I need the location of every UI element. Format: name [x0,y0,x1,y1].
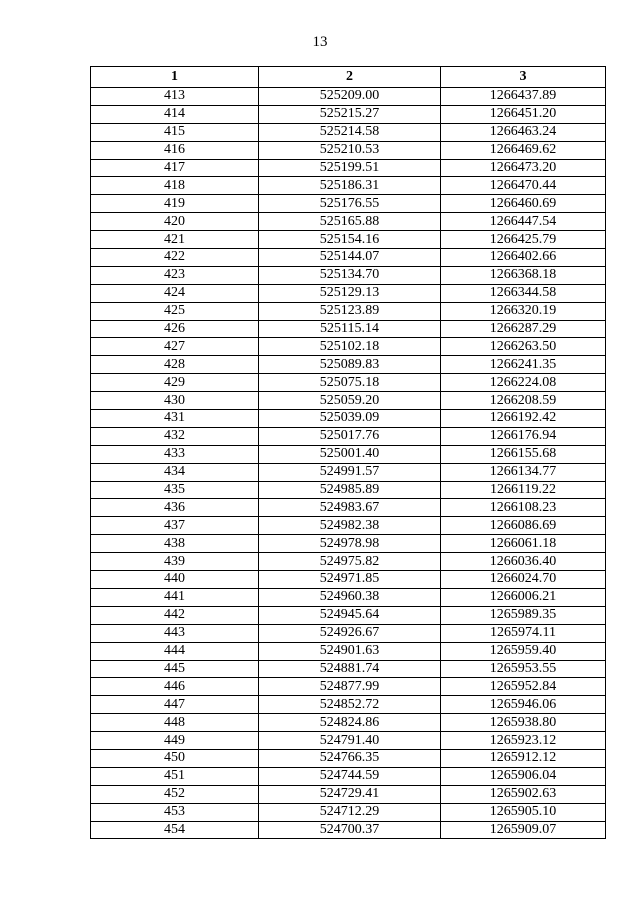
y-coordinate-cell: 1265905.10 [441,803,606,821]
point-number-cell: 444 [91,642,259,660]
x-coordinate-cell: 524971.85 [259,571,441,589]
point-number-cell: 416 [91,141,259,159]
y-coordinate-cell: 1266134.77 [441,463,606,481]
x-coordinate-cell: 525001.40 [259,445,441,463]
table-row [91,732,606,750]
y-coordinate-cell: 1265974.11 [441,624,606,642]
y-coordinate-cell: 1266224.08 [441,374,606,392]
x-coordinate-cell: 524881.74 [259,660,441,678]
table-row [91,374,606,392]
x-coordinate-cell: 525123.89 [259,302,441,320]
x-coordinate-cell: 525017.76 [259,427,441,445]
y-coordinate-cell: 1266344.58 [441,284,606,302]
point-number-cell: 430 [91,392,259,410]
x-coordinate-cell: 524978.98 [259,535,441,553]
point-number-cell: 443 [91,624,259,642]
y-coordinate-cell: 1266061.18 [441,535,606,553]
table-row [91,803,606,821]
point-number-cell: 454 [91,821,259,839]
x-coordinate-cell: 525115.14 [259,320,441,338]
y-coordinate-cell: 1266024.70 [441,571,606,589]
y-coordinate-cell: 1265909.07 [441,821,606,839]
point-number-cell: 450 [91,749,259,767]
x-coordinate-cell: 524791.40 [259,732,441,750]
table-row [91,535,606,553]
y-coordinate-cell: 1266463.24 [441,123,606,141]
x-coordinate-cell: 525102.18 [259,338,441,356]
y-coordinate-cell: 1265959.40 [441,642,606,660]
table-row [91,749,606,767]
x-coordinate-cell: 524852.72 [259,696,441,714]
y-coordinate-cell: 1265952.84 [441,678,606,696]
column-header-2: 2 [259,67,441,88]
y-coordinate-cell: 1266108.23 [441,499,606,517]
table-row [91,177,606,195]
table-row [91,606,606,624]
table-row [91,302,606,320]
table-row [91,571,606,589]
point-number-cell: 413 [91,88,259,106]
y-coordinate-cell: 1266368.18 [441,266,606,284]
point-number-cell: 445 [91,660,259,678]
y-coordinate-cell: 1266425.79 [441,231,606,249]
y-coordinate-cell: 1266473.20 [441,159,606,177]
y-coordinate-cell: 1265906.04 [441,767,606,785]
table-row [91,427,606,445]
table-row [91,660,606,678]
y-coordinate-cell: 1266155.68 [441,445,606,463]
x-coordinate-cell: 525210.53 [259,141,441,159]
point-number-cell: 448 [91,714,259,732]
y-coordinate-cell: 1266263.50 [441,338,606,356]
table-row [91,785,606,803]
page-number: 13 [312,34,328,50]
point-number-cell: 429 [91,374,259,392]
x-coordinate-cell: 525134.70 [259,266,441,284]
table-row [91,249,606,267]
y-coordinate-cell: 1265902.63 [441,785,606,803]
table-row [91,338,606,356]
x-coordinate-cell: 525089.83 [259,356,441,374]
point-number-cell: 449 [91,732,259,750]
x-coordinate-cell: 524700.37 [259,821,441,839]
x-coordinate-cell: 524926.67 [259,624,441,642]
x-coordinate-cell: 524824.86 [259,714,441,732]
x-coordinate-cell: 525165.88 [259,213,441,231]
y-coordinate-cell: 1266437.89 [441,88,606,106]
table-row [91,624,606,642]
y-coordinate-cell: 1266086.69 [441,517,606,535]
x-coordinate-cell: 524744.59 [259,767,441,785]
point-number-cell: 417 [91,159,259,177]
table-row [91,588,606,606]
point-number-cell: 414 [91,105,259,123]
table-row [91,392,606,410]
x-coordinate-cell: 524712.29 [259,803,441,821]
point-number-cell: 435 [91,481,259,499]
y-coordinate-cell: 1266447.54 [441,213,606,231]
point-number-cell: 446 [91,678,259,696]
x-coordinate-cell: 525144.07 [259,249,441,267]
y-coordinate-cell: 1266402.66 [441,249,606,267]
y-coordinate-cell: 1265938.80 [441,714,606,732]
point-number-cell: 418 [91,177,259,195]
point-number-cell: 434 [91,463,259,481]
column-header-3: 3 [441,67,606,88]
table-row [91,517,606,535]
table-row [91,284,606,302]
x-coordinate-cell: 525199.51 [259,159,441,177]
y-coordinate-cell: 1265946.06 [441,696,606,714]
x-coordinate-cell: 524991.57 [259,463,441,481]
point-number-cell: 421 [91,231,259,249]
y-coordinate-cell: 1265953.55 [441,660,606,678]
point-number-cell: 453 [91,803,259,821]
point-number-cell: 438 [91,535,259,553]
y-coordinate-cell: 1265989.35 [441,606,606,624]
table-row [91,553,606,571]
table-row [91,499,606,517]
x-coordinate-cell: 524960.38 [259,588,441,606]
table-row [91,123,606,141]
y-coordinate-cell: 1266451.20 [441,105,606,123]
x-coordinate-cell: 525129.13 [259,284,441,302]
x-coordinate-cell: 524766.35 [259,749,441,767]
point-number-cell: 439 [91,553,259,571]
table-row [91,463,606,481]
x-coordinate-cell: 525209.00 [259,88,441,106]
x-coordinate-cell: 524877.99 [259,678,441,696]
table-body [91,88,606,839]
header-row [91,67,606,88]
point-number-cell: 436 [91,499,259,517]
point-number-cell: 437 [91,517,259,535]
x-coordinate-cell: 525215.27 [259,105,441,123]
table-row [91,320,606,338]
y-coordinate-cell: 1265912.12 [441,749,606,767]
y-coordinate-cell: 1266470.44 [441,177,606,195]
x-coordinate-cell: 524985.89 [259,481,441,499]
coordinates-table [90,66,606,839]
x-coordinate-cell: 525075.18 [259,374,441,392]
table-row [91,481,606,499]
table-row [91,231,606,249]
point-number-cell: 424 [91,284,259,302]
table-row [91,266,606,284]
y-coordinate-cell: 1266469.62 [441,141,606,159]
y-coordinate-cell: 1266119.22 [441,481,606,499]
x-coordinate-cell: 524982.38 [259,517,441,535]
x-coordinate-cell: 525059.20 [259,392,441,410]
table-row [91,410,606,428]
table-row [91,678,606,696]
x-coordinate-cell: 524901.63 [259,642,441,660]
y-coordinate-cell: 1265923.12 [441,732,606,750]
table-row [91,445,606,463]
point-number-cell: 451 [91,767,259,785]
x-coordinate-cell: 525176.55 [259,195,441,213]
x-coordinate-cell: 524945.64 [259,606,441,624]
y-coordinate-cell: 1266287.29 [441,320,606,338]
y-coordinate-cell: 1266036.40 [441,553,606,571]
y-coordinate-cell: 1266006.21 [441,588,606,606]
x-coordinate-cell: 525214.58 [259,123,441,141]
table-row [91,141,606,159]
y-coordinate-cell: 1266208.59 [441,392,606,410]
x-coordinate-cell: 524729.41 [259,785,441,803]
point-number-cell: 433 [91,445,259,463]
point-number-cell: 423 [91,266,259,284]
table-row [91,195,606,213]
y-coordinate-cell: 1266241.35 [441,356,606,374]
x-coordinate-cell: 525186.31 [259,177,441,195]
x-coordinate-cell: 525154.16 [259,231,441,249]
column-header-1: 1 [91,67,259,88]
table-row [91,88,606,106]
table-header [91,67,606,88]
x-coordinate-cell: 524975.82 [259,553,441,571]
table-row [91,767,606,785]
y-coordinate-cell: 1266460.69 [441,195,606,213]
point-number-cell: 415 [91,123,259,141]
point-number-cell: 422 [91,249,259,267]
point-number-cell: 431 [91,410,259,428]
point-number-cell: 432 [91,427,259,445]
table-row [91,821,606,839]
table-row [91,696,606,714]
table-row [91,714,606,732]
point-number-cell: 440 [91,571,259,589]
y-coordinate-cell: 1266320.19 [441,302,606,320]
point-number-cell: 441 [91,588,259,606]
point-number-cell: 419 [91,195,259,213]
point-number-cell: 442 [91,606,259,624]
point-number-cell: 452 [91,785,259,803]
x-coordinate-cell: 525039.09 [259,410,441,428]
point-number-cell: 447 [91,696,259,714]
point-number-cell: 420 [91,213,259,231]
table-row [91,105,606,123]
table-row [91,213,606,231]
table-row [91,642,606,660]
point-number-cell: 428 [91,356,259,374]
point-number-cell: 427 [91,338,259,356]
table-row [91,159,606,177]
y-coordinate-cell: 1266192.42 [441,410,606,428]
point-number-cell: 425 [91,302,259,320]
point-number-cell: 426 [91,320,259,338]
y-coordinate-cell: 1266176.94 [441,427,606,445]
table-row [91,356,606,374]
x-coordinate-cell: 524983.67 [259,499,441,517]
